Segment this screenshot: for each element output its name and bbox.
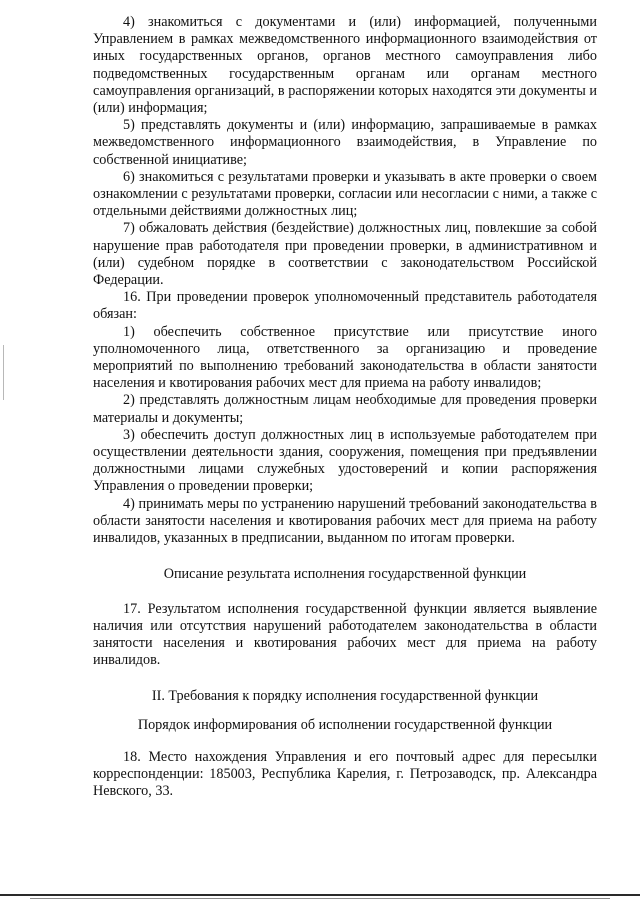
- paragraph-item-7: 7) обжаловать действия (бездействие) должностных лиц, повлекшие за собой нарушение прав работодателя при проведении проверки, в административном и (или) судебном порядке в соответствии с законодательством Российской Федерации.: [93, 220, 597, 289]
- paragraph-duty-4: 4) принимать меры по устранению нарушений требований законодательства в области занятости населения и квотирования рабочих мест для приема на работу инвалидов, указанных в предписании, выданном по итогам проверки.: [93, 495, 597, 547]
- page-bottom-edge-shadow: [30, 898, 610, 899]
- heading-informing-order: Порядок информирования об исполнении государственной функции: [137, 716, 553, 733]
- paragraph-item-5: 5) представлять документы и (или) информацию, запрашиваемые в рамках межведомственного информационного взаимодействия, в Управление по собственной инициативе;: [93, 117, 597, 168]
- scan-margin-mark: [3, 345, 4, 400]
- paragraph-item-4: 4) знакомиться с документами и (или) информацией, полученными Управлением в рамках межведомственного информационного взаимодействия от иных государственных органов, органов местного самоуправления либо подведомственных государственным органам или органам местного самоуправления организаций, в распоряжении которых находятся эти документы и (или) информация;: [93, 14, 597, 117]
- paragraph-item-6: 6) знакомиться с результатами проверки и указывать в акте проверки о своем ознакомлении с результатами проверки, согласии или несогласии с ними, а также с отдельными действиями должностных лиц;: [93, 168, 597, 220]
- paragraph-clause-17: 17. Результатом исполнения государственной функции является выявление наличия или отсутствия нарушений работодателем законодательства в области занятости населения и квотирования рабочих мест для приема на работу инвалидов.: [93, 600, 597, 669]
- paragraph-duty-2: 2) представлять должностным лицам необходимые для проведения проверки материалы и документы;: [93, 392, 597, 426]
- paragraph-clause-18: 18. Место нахождения Управления и его почтовый адрес для пересылки корреспонденции: 185003, Республика Карелия, г. Петрозаводск, пр. Александра Невского, 33.: [93, 748, 597, 800]
- document-page: [93, 14, 597, 800]
- paragraph-clause-16: 16. При проведении проверок уполномоченный представитель работодателя обязан:: [93, 289, 597, 323]
- page-bottom-edge: [0, 894, 640, 896]
- paragraph-duty-3: 3) обеспечить доступ должностных лиц в используемые работодателем при осуществлении деятельности здания, сооружения, помещения при предъявлении должностными лицами служебных удостоверений и копии распоряжения Управления о проведении проверки;: [93, 426, 597, 495]
- heading-result-description: Описание результата исполнения государственной функции: [163, 566, 527, 583]
- heading-section-2: II. Требования к порядку исполнения государственной функции: [151, 688, 539, 705]
- paragraph-duty-1: 1) обеспечить собственное присутствие или присутствие иного уполномоченного лица, ответственного за организацию и проведение мероприятий по выполнению требований законодательства в области занятости населения и квотирования рабочих мест для приема на работу инвалидов;: [93, 323, 597, 392]
